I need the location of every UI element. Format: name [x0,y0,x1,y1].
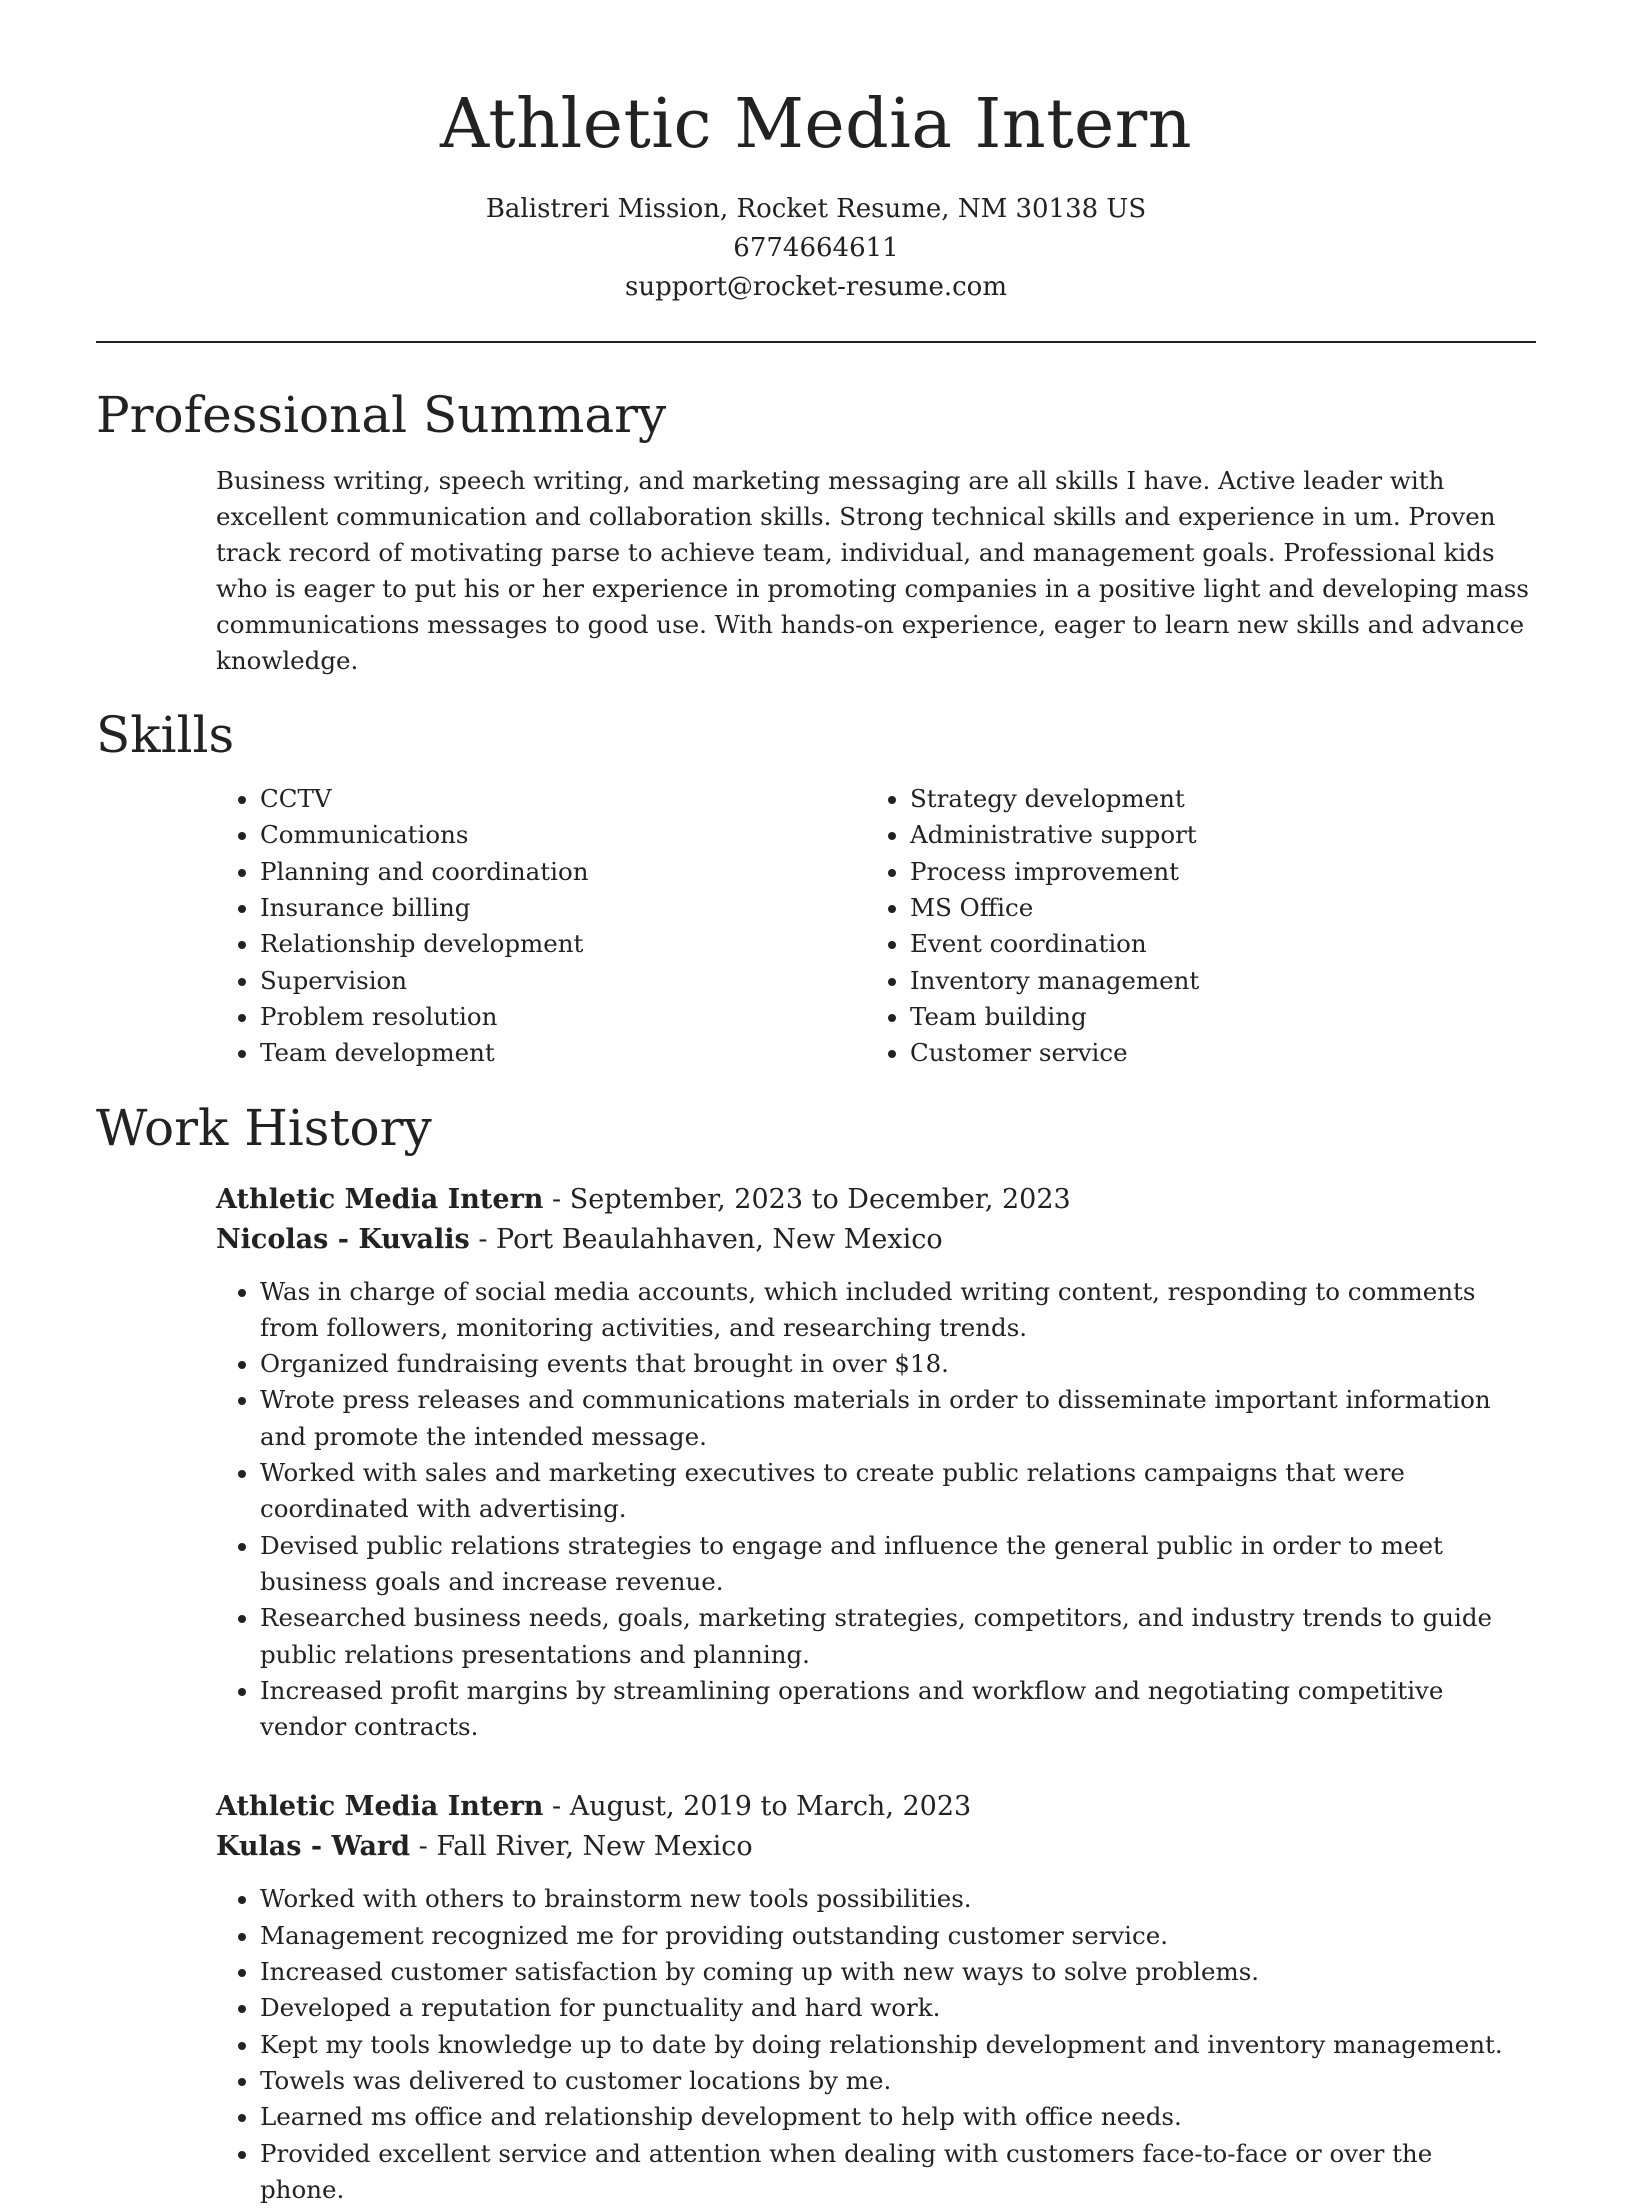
job-entry [216,1180,1536,1746]
skill-item: • Process improvement [910,854,1516,890]
job-title-line: Athletic Media Intern - September, 2023 to December, 2023 [216,1180,1536,1220]
resume-header [96,0,1536,307]
duty-item: • Developed a reputation for punctuality and hard work. [260,1990,1536,2026]
skill-item: • Problem resolution [260,999,866,1035]
duty-item: • Researched business needs, goals, marketing strategies, competitors, and industry trends to guide public relations presentations and planning. [260,1600,1536,1673]
skill-item: • CCTV [260,781,866,817]
skill-item: • Team development [260,1035,866,1071]
skill-item: • Relationship development [260,926,866,962]
duty-item: • Management recognized me for providing outstanding customer service. [260,1918,1536,1954]
job-company: Kulas - Ward [216,1831,410,1862]
duty-item: • Increased profit margins by streamlining operations and workflow and negotiating competitive vendor contracts. [260,1673,1536,1746]
job-duties [216,1881,1536,2208]
skill-item: • Communications [260,817,866,853]
job-position: Athletic Media Intern [216,1184,543,1215]
job-duties [216,1274,1536,1746]
header-divider [96,341,1536,343]
phone: 6774664611 [96,229,1536,268]
duty-item: • Worked with others to brainstorm new tools possibilities. [260,1881,1536,1917]
job-company-line: Kulas - Ward - Fall River, New Mexico [216,1827,1536,1867]
duty-item: • Organized fundraising events that brought in over $18. [260,1346,1536,1382]
work-history-heading: Work History [96,1098,1536,1158]
job-dates: September, 2023 to December, 2023 [570,1184,1071,1215]
skills-column-right [866,781,1516,1071]
skill-item: • Administrative support [910,817,1516,853]
job-company-line: Nicolas - Kuvalis - Port Beaulahhaven, New Mexico [216,1220,1536,1260]
skill-item: • Inventory management [910,963,1516,999]
contact-block [96,190,1536,307]
duty-item: • Wrote press releases and communications materials in order to disseminate important information and promote the intended message. [260,1382,1536,1455]
job-position: Athletic Media Intern [216,1791,543,1822]
skill-item: • Insurance billing [260,890,866,926]
address: Balistreri Mission, Rocket Resume, NM 30138 US [96,190,1536,229]
skill-item: • Strategy development [910,781,1516,817]
duty-item: • Kept my tools knowledge up to date by doing relationship development and inventory management. [260,2027,1536,2063]
duty-item: • Devised public relations strategies to engage and influence the general public in order to meet business goals and increase revenue. [260,1528,1536,1601]
skills-list [216,781,1536,1071]
skill-item: • Customer service [910,1035,1516,1071]
summary-text: Business writing, speech writing, and marketing messaging are all skills I have. Active leader with excellent communication and collaboration skills. Strong technical skills and experience in um. Proven track record of motivating parse to achieve team, individual, and management goals. Professional kids who is eager to put his or her experience in promoting companies in a positive light and developing mass communications messages to good use. With hands-on experience, eager to learn new skills and advance knowledge. [216,463,1536,679]
skill-item: • Supervision [260,963,866,999]
duty-item: • Learned ms office and relationship development to help with office needs. [260,2099,1536,2135]
duty-item: • Towels was delivered to customer locations by me. [260,2063,1536,2099]
job-entry [216,1787,1536,2208]
duty-item: • Was in charge of social media accounts, which included writing content, responding to comments from followers, monitoring activities, and researching trends. [260,1274,1536,1347]
candidate-name: Athletic Media Intern [96,86,1536,164]
duty-item: • Provided excellent service and attention when dealing with customers face-to-face or over the phone. [260,2136,1536,2208]
email: support@rocket-resume.com [96,268,1536,307]
job-company: Nicolas - Kuvalis [216,1224,470,1255]
duty-item: • Worked with sales and marketing executives to create public relations campaigns that were coordinated with advertising. [260,1455,1536,1528]
summary-heading: Professional Summary [96,385,1536,445]
job-title-line: Athletic Media Intern - August, 2019 to March, 2023 [216,1787,1536,1827]
skill-item: • Planning and coordination [260,854,866,890]
duty-item: • Increased customer satisfaction by coming up with new ways to solve problems. [260,1954,1536,1990]
job-location: Fall River, New Mexico [436,1831,752,1862]
skill-item: • Team building [910,999,1516,1035]
skill-item: • Event coordination [910,926,1516,962]
skills-column-left [216,781,866,1071]
job-location: Port Beaulahhaven, New Mexico [496,1224,943,1255]
skills-heading: Skills [96,705,1536,765]
skill-item: • MS Office [910,890,1516,926]
job-dates: August, 2019 to March, 2023 [570,1791,971,1822]
